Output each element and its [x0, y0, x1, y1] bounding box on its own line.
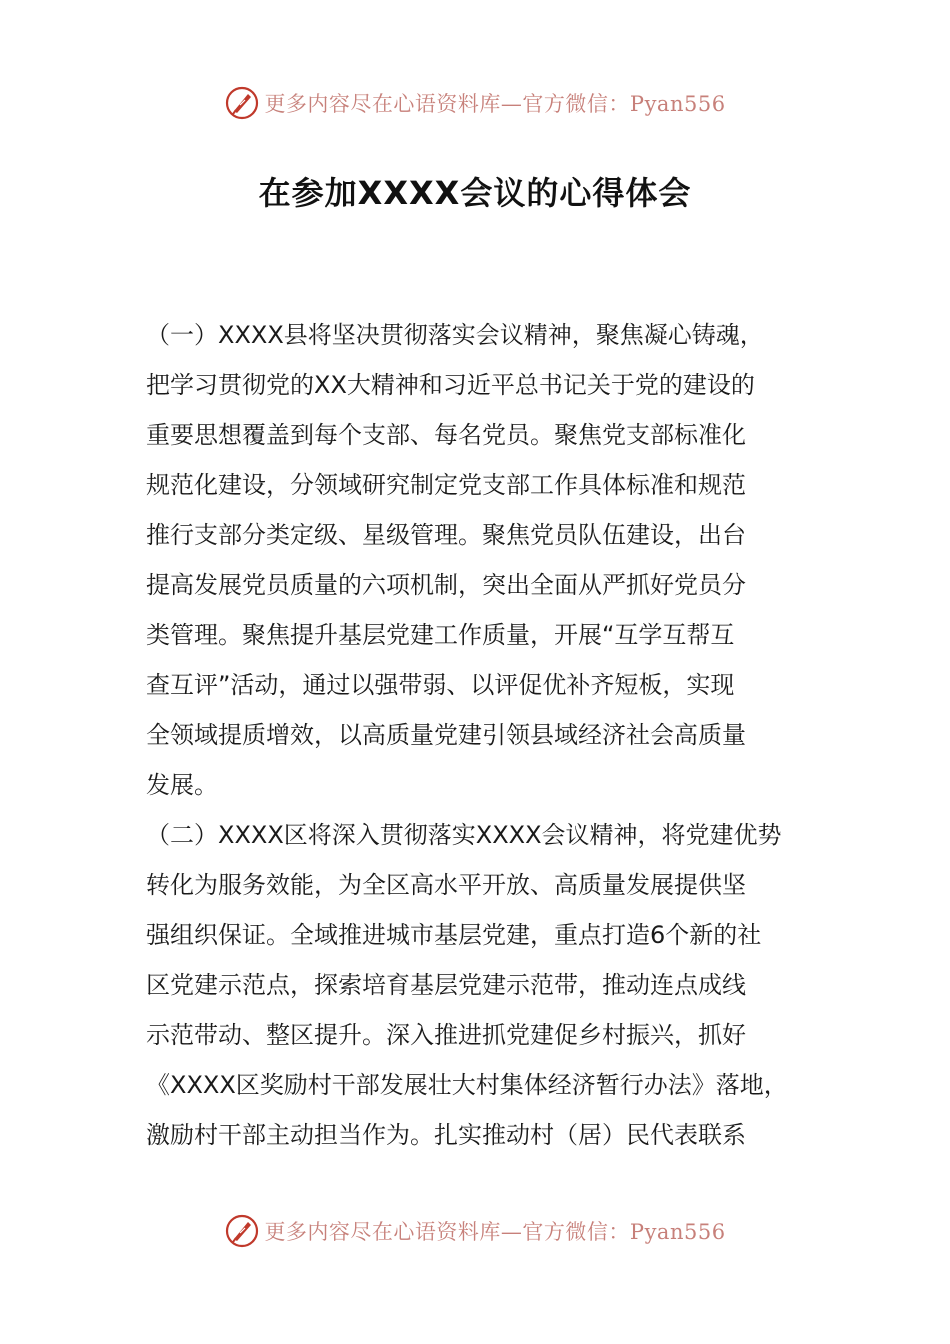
body-line: 强组织保证。全域推进城市基层党建，重点打造6个新的社	[146, 921, 762, 949]
body-line: 示范带动、整区提升。深入推进抓党建促乡村振兴，抓好	[146, 1021, 746, 1049]
body-line: 规范化建设，分领域研究制定党支部工作具体标准和规范	[146, 471, 746, 499]
footer-watermark-text: 更多内容尽在心语资料库—官方微信：Pyan556	[264, 1220, 726, 1244]
body-line: 类管理。聚焦提升基层党建工作质量，开展“互学互帮互	[146, 621, 735, 649]
document-title: 在参加XXXX会议的心得体会	[258, 174, 692, 212]
body-line: 查互评”活动，通过以强带弱、以评促优补齐短板，实现	[146, 671, 735, 699]
body-line: 转化为服务效能，为全区高水平开放、高质量发展提供坚	[146, 871, 746, 899]
quill-logo-icon	[224, 85, 260, 121]
body-line: 重要思想覆盖到每个支部、每名党员。聚焦党支部标准化	[146, 421, 746, 449]
body-line: 推行支部分类定级、星级管理。聚焦党员队伍建设，出台	[146, 521, 746, 549]
body-line: 《XXXX区奖励村干部发展壮大村集体经济暂行办法》落地，	[146, 1071, 788, 1099]
document-body	[146, 310, 808, 1160]
body-line: 把学习贯彻党的XX大精神和习近平总书记关于党的建设的	[146, 371, 755, 399]
body-line: 提高发展党员质量的六项机制，突出全面从严抓好党员分	[146, 571, 746, 599]
body-line: 激励村干部主动担当作为。扎实推动村（居）民代表联系	[146, 1121, 746, 1149]
quill-logo-icon	[224, 1213, 260, 1249]
header-watermark-text: 更多内容尽在心语资料库—官方微信：Pyan556	[264, 92, 726, 116]
body-line: （二）XXXX区将深入贯彻落实XXXX会议精神，将党建优势	[146, 821, 782, 849]
header-watermark-banner	[0, 83, 950, 123]
body-line: （一）XXXX县将坚决贯彻落实会议精神，聚焦凝心铸魂，	[146, 321, 764, 349]
body-line: 全领域提质增效，以高质量党建引领县域经济社会高质量	[146, 721, 746, 749]
footer-watermark-banner	[0, 1211, 950, 1251]
body-line: 区党建示范点，探索培育基层党建示范带，推动连点成线	[146, 971, 746, 999]
body-line: 发展。	[146, 771, 218, 799]
